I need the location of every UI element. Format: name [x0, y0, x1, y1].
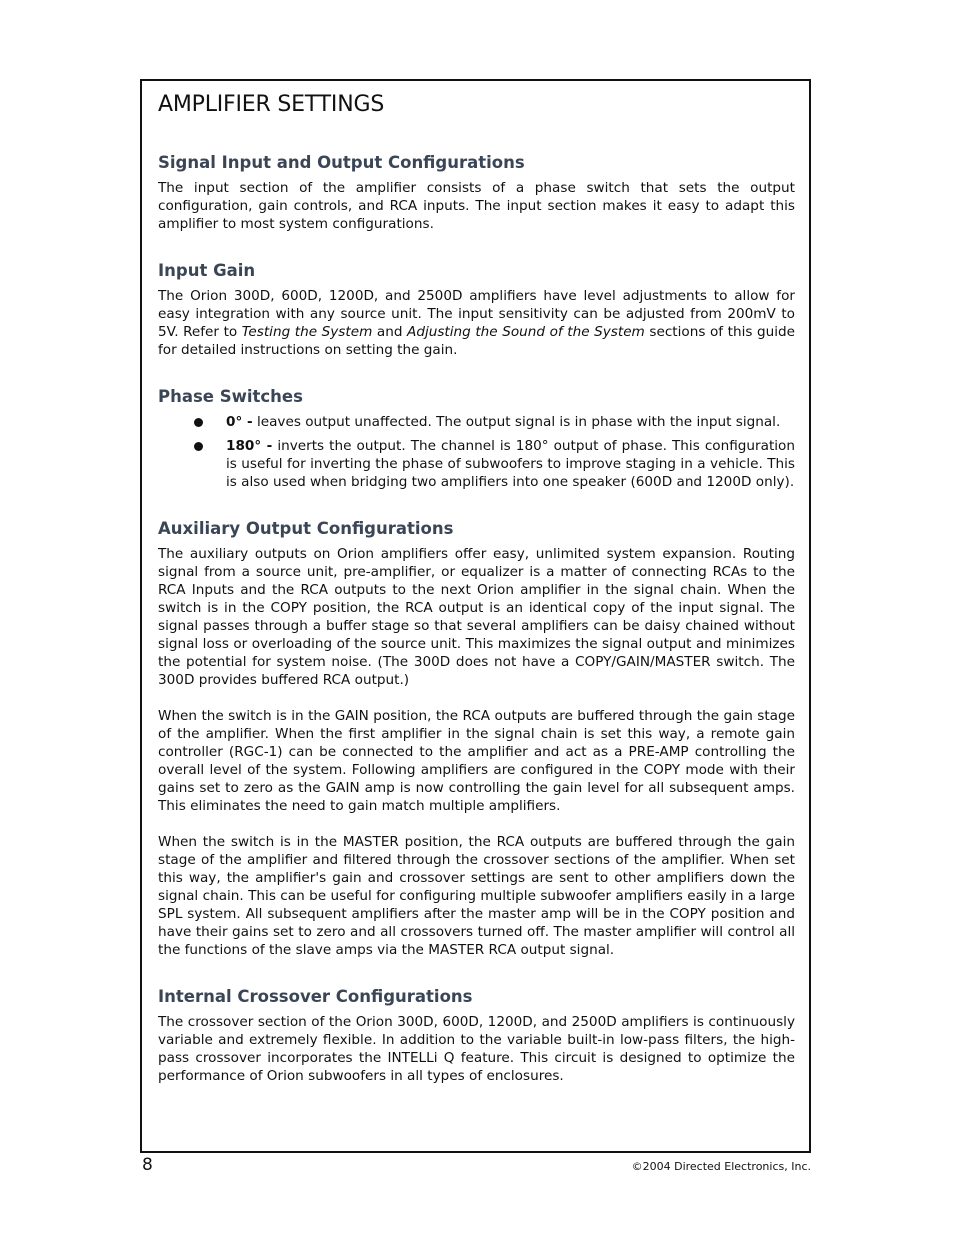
- section-phase: [158, 387, 795, 491]
- list-item: [158, 413, 795, 431]
- page-number: 8: [142, 1155, 153, 1175]
- phase-bullet-list: [158, 413, 795, 491]
- section-heading-auxiliary: Auxiliary Output Configurations: [158, 519, 454, 538]
- gain-reference-adjusting: Adjusting the Sound of the System: [407, 324, 645, 340]
- aux-paragraph-master: When the switch is in the MASTER position, the RCA outputs are buffered through the gain stage of the amplifier and filtered through the crossover sections of the amplifier. When set this way, the amplifier's gain and crossover settings are sent to other amplifiers down the signal chain. This can be useful for configuring multiple subwoofer amplifiers easily in a large SPL system. All subsequent amplifiers after the master amp will be in the COPY position and have their gains set to zero and all crossovers turned off. The master amplifier will control all the functions of the slave amps via the MASTER RCA output signal.: [158, 834, 795, 958]
- section-signal: [158, 153, 795, 233]
- section-heading-gain: Input Gain: [158, 261, 256, 280]
- gain-text-mid: and: [372, 324, 408, 340]
- gain-reference-testing: Testing the System: [241, 324, 373, 340]
- section-crossover: [158, 987, 795, 1085]
- bullet-dot-icon: [194, 442, 203, 451]
- gain-paragraph: [158, 287, 795, 359]
- crossover-paragraph: The crossover section of the Orion 300D, 600D, 1200D, and 2500D amplifiers is continuously variable and extremely flexible. In addition to the variable built-in low-pass filters, the high-pass crossover incorporates the INTELLi Q feature. This circuit is designed to optimize the performance of Orion subwoofers in all types of enclosures.: [158, 1014, 795, 1084]
- section-auxiliary: [158, 519, 795, 959]
- aux-paragraph-copy: The auxiliary outputs on Orion amplifiers offer easy, unlimited system expansion. Routing signal from a source unit, pre-amplifier, or equalizer is a matter of connecting RCAs to the RCA Inputs and the RCA outputs to the next Orion amplifier in the signal chain. When the switch is in the COPY position, the RCA output is an identical copy of the input signal. The signal passes through a buffer stage so that several amplifiers can be daisy chained without signal loss or overloading of the source unit. This maximizes the signal output and minimizes the potential for system noise. (The 300D does not have a COPY/GAIN/MASTER switch. The 300D provides buffered RCA output.): [158, 546, 795, 688]
- page-title: AMPLIFIER SETTINGS: [158, 92, 385, 117]
- page-content: [158, 92, 795, 1113]
- section-heading-signal: Signal Input and Output Configurations: [158, 153, 525, 172]
- aux-paragraph-gain: When the switch is in the GAIN position, the RCA outputs are buffered through the gain stage of the amplifier. When the first amplifier in the signal chain is set this way, a remote gain controller (RGC-1) can be connected to the amplifier and act as a PRE-AMP controlling the overall level of the system. Following amplifiers are configured in the COPY mode with their gains set to zero as the GAIN amp is now controlling the gain level for all subsequent amps. This eliminates the need to gain match multiple amplifiers.: [158, 708, 795, 814]
- gain-text-before: The Orion 300D, 600D, 1200D, and 2500D amplifiers have level adjustments to allow for easy integration with any source unit. The input sensitivity can be adjusted from 200mV to 5V. Refer to: [158, 288, 795, 340]
- section-heading-phase: Phase Switches: [158, 387, 303, 406]
- bullet-dot-icon: [194, 418, 203, 427]
- bullet-label: 0° -: [226, 414, 253, 430]
- signal-paragraph: The input section of the amplifier consists of a phase switch that sets the output configuration, gain controls, and RCA inputs. The input section makes it easy to adapt this amplifier to most system configurations.: [158, 180, 795, 232]
- section-input-gain: [158, 261, 795, 359]
- section-heading-crossover: Internal Crossover Configurations: [158, 987, 473, 1006]
- gain-text-after: sections of this guide for detailed instructions on setting the gain.: [158, 324, 796, 358]
- copyright-notice: ©2004 Directed Electronics, Inc.: [631, 1160, 811, 1173]
- bullet-text: leaves output unaffected. The output signal is in phase with the input signal.: [252, 414, 781, 430]
- bullet-label: 180° -: [226, 438, 273, 454]
- list-item: [158, 437, 795, 491]
- bullet-text: inverts the output. The channel is 180° output of phase. This configuration is useful for inverting the phase of subwoofers to improve staging in a vehicle. This is also used when bridging two amplifiers into one speaker (600D and 1200D only).: [226, 438, 795, 490]
